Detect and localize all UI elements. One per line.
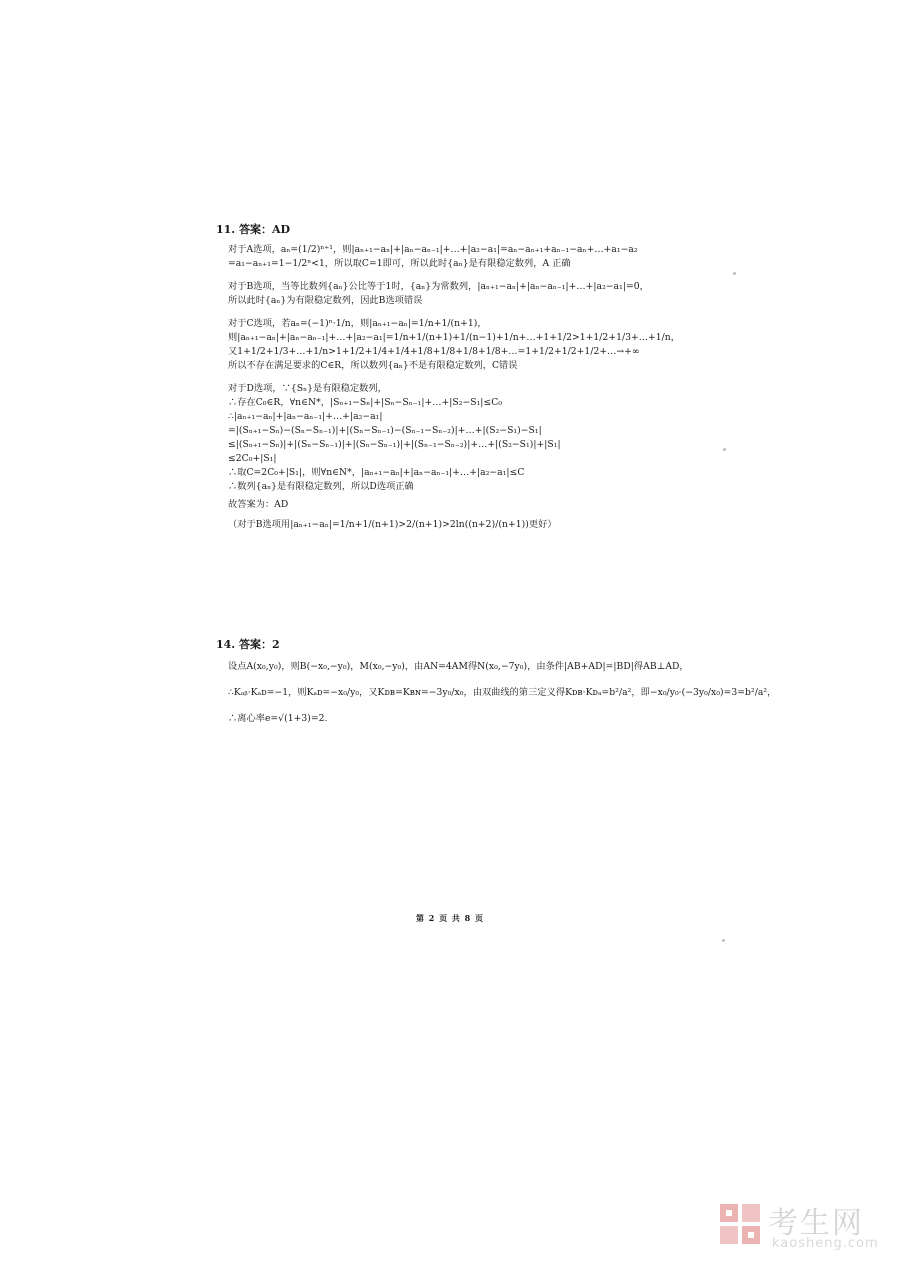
q11-title: 11. 答案：AD — [216, 223, 291, 236]
watermark-name: 考生网 — [768, 1206, 864, 1241]
answer-q14 — [216, 636, 777, 726]
q11-line: （对于B选项用|aₙ₊₁−aₙ|=1/n+1/(n+1)>2/(n+1)>2ln((n+2)/(n+1))更好） — [228, 519, 557, 530]
q11-line: ≤|(Sₙ₊₁−Sₙ)|+|(Sₙ−Sₙ₋₁)|+|(Sₙ−Sₙ₋₁)|+|(Sₙ₋₁−Sₙ₋₂)|+…+|(S₂−S₁)|+|S₁| — [228, 439, 561, 450]
q11-line: ∴存在C₀∈R，∀n∈N*，|Sₙ₊₁−Sₙ|+|Sₙ−Sₙ₋₁|+…+|S₂−S₁|≤C₀ — [228, 397, 503, 408]
q11-line: 所以此时{aₙ}为有限稳定数列，因此B选项错误 — [228, 295, 423, 306]
watermark — [718, 1196, 888, 1256]
kaosheng-logo-icon — [718, 1202, 762, 1246]
q11-line: 对于A选项，aₙ=(1/2)ⁿ⁺¹，则|aₙ₊₁−aₙ|+|aₙ−aₙ₋₁|+…+|a₂−a₁|=aₙ−aₙ₊₁+aₙ₋₁−aₙ+…+a₁−a₂ — [228, 244, 638, 255]
scan-speck — [733, 272, 736, 275]
q14-line: ∴离心率e=√(1+3)=2. — [228, 713, 328, 724]
q11-line: 所以不存在满足要求的C∈R，所以数列{aₙ}不是有限稳定数列，C错误 — [228, 360, 518, 371]
page-number: 第 2 页 共 8 页 — [415, 913, 485, 923]
q11-line: 又1+1/2+1/3+…+1/n>1+1/2+1/4+1/4+1/8+1/8+1/8+1/8+…=1+1/2+1/2+1/2+…→+∞ — [228, 346, 640, 357]
q14-line: 设点A(x₀,y₀)，则B(−x₀,−y₀)，M(x₀,−y₀)，由AN=4AM得N(x₀,−7y₀)，由条件|AB+AD|=|BD|得AB⊥AD， — [228, 661, 689, 672]
q11-line: ≤2C₀+|S₁| — [228, 453, 277, 464]
watermark-domain: kaosheng.com — [772, 1236, 879, 1251]
scan-speck — [722, 939, 725, 942]
q11-line: 则|aₙ₊₁−aₙ|+|aₙ−aₙ₋₁|+…+|a₂−a₁|=1/n+1/(n+1)+1/(n−1)+1/n+…+1+1/2>1+1/2+1/3+…+1/n， — [228, 332, 680, 343]
q11-line: 故答案为：AD — [228, 499, 289, 510]
answer-q11 — [218, 221, 678, 532]
q11-line: =a₁−aₙ₊₁=1−1/2ⁿ<1，所以取C=1即可，所以此时{aₙ}是有限稳定数列，A 正确 — [228, 258, 571, 269]
q11-line: 对于B选项，当等比数列{aₙ}公比等于1时，{aₙ}为常数列，|aₙ₊₁−aₙ|+|aₙ−aₙ₋₁|+…+|a₂−a₁|=0， — [228, 281, 649, 292]
q14-line: ∴Kₐᵦ·Kₐᴅ=−1，则Kₐᴅ=−x₀/y₀，又Kᴅʙ=Kʙɴ=−3y₀/x₀，由双曲线的第三定义得Kᴅʙ·Kᴅₐ=b²/a²，即−x₀/y₀·(−3y₀/x₀)=3=b²/a²， — [228, 687, 777, 698]
q11-line: ∴|aₙ₊₁−aₙ|+|aₙ−aₙ₋₁|+…+|a₂−a₁| — [228, 411, 383, 422]
q11-line: 对于C选项，若aₙ=(−1)ⁿ·1/n，则|aₙ₊₁−aₙ|=1/n+1/(n+1)， — [228, 318, 487, 329]
q11-line: 对于D选项，∵{Sₙ}是有限稳定数列， — [228, 383, 387, 394]
q14-title: 14. 答案：2 — [216, 638, 280, 651]
q11-line: ∴数列{aₙ}是有限稳定数列，所以D选项正确 — [228, 481, 414, 492]
scan-speck — [723, 448, 726, 451]
q11-line: =|(Sₙ₊₁−Sₙ)−(Sₙ−Sₙ₋₁)|+|(Sₙ−Sₙ₋₁)−(Sₙ₋₁−Sₙ₋₂)|+…+|(S₂−S₁)−S₁| — [228, 425, 542, 436]
q11-line: ∴取C=2C₀+|S₁|，则∀n∈N*，|aₙ₊₁−aₙ|+|aₙ−aₙ₋₁|+…+|a₂−a₁|≤C — [228, 467, 525, 478]
